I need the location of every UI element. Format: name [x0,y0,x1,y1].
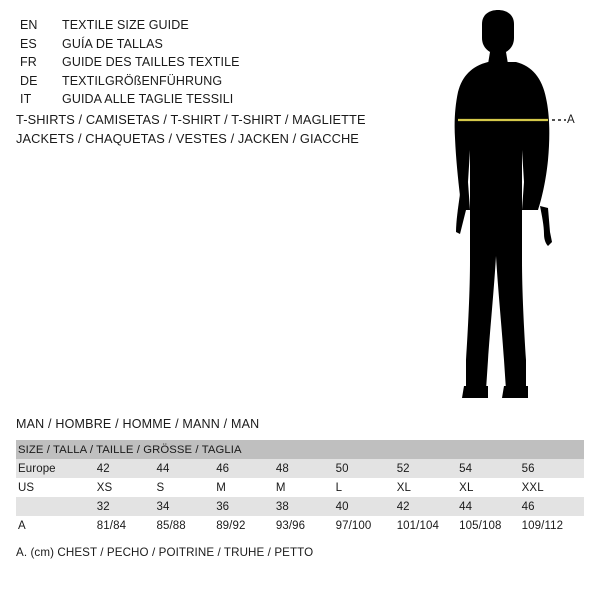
language-row [20,35,380,54]
language-title: GUIDA ALLE TAGLIE TESSILI [62,92,234,106]
cell: 42 [97,459,157,478]
cell: 50 [336,459,397,478]
row-label: US [16,478,97,497]
language-row [20,53,380,72]
category-jackets: JACKETS / CHAQUETAS / VESTES / JACKEN / GIACCHE [16,131,359,146]
cell: 44 [459,497,521,516]
cell: L [336,478,397,497]
cell: 56 [522,459,584,478]
cell: 52 [397,459,459,478]
language-row [20,16,380,35]
cell: 81/84 [97,516,157,535]
cell: 36 [216,497,276,516]
size-table [16,440,584,535]
cell: M [276,478,336,497]
language-list [20,16,380,109]
cell: XL [397,478,459,497]
cell: XXL [522,478,584,497]
measurement-footnote: A. (cm) CHEST / PECHO / POITRINE / TRUHE / PETTO [16,546,314,559]
language-title: TEXTILGRÖßENFÜHRUNG [62,73,223,88]
table-row [16,459,584,478]
language-code: EN [20,18,38,32]
cell: 38 [276,497,336,516]
cell: 105/108 [459,516,521,535]
row-label [16,497,97,516]
language-row [20,90,380,109]
table-row [16,516,584,535]
cell: 46 [522,497,584,516]
language-code: ES [20,36,37,51]
cell: 89/92 [216,516,276,535]
row-label: A [16,516,97,535]
language-title: GUIDE DES TAILLES TEXTILE [62,55,240,69]
category-list [16,110,436,148]
table-header-label: SIZE / TALLA / TAILLE / GRÖSSE / TAGLIA [16,440,584,459]
table-header-row [16,440,584,459]
cell: 44 [156,459,216,478]
cell: 34 [156,497,216,516]
cell: 48 [276,459,336,478]
cell: 93/96 [276,516,336,535]
row-label: Europe [16,459,97,478]
category-tshirts: T-SHIRTS / CAMISETAS / T-SHIRT / T-SHIRT / MAGLIETTE [16,112,366,127]
section-heading: MAN / HOMBRE / HOMME / MANN / MAN [16,417,260,431]
male-silhouette-icon [410,10,600,405]
language-title: TEXTILE SIZE GUIDE [62,18,189,32]
table-row [16,497,584,516]
cell: M [216,478,276,497]
language-title: GUÍA DE TALLAS [62,36,163,51]
table-row [16,478,584,497]
cell: 42 [397,497,459,516]
cell: 32 [97,497,157,516]
cell: 97/100 [336,516,397,535]
language-code: IT [20,92,32,106]
measure-marker-label: A [567,114,575,126]
cell: XL [459,478,521,497]
cell: S [156,478,216,497]
cell: 54 [459,459,521,478]
cell: 40 [336,497,397,516]
language-row [20,72,380,91]
size-table-wrapper [16,440,584,535]
cell: 109/112 [522,516,584,535]
body-figure [410,10,600,405]
cell: 46 [216,459,276,478]
cell: 101/104 [397,516,459,535]
cell: 85/88 [156,516,216,535]
language-code: DE [20,73,38,88]
language-code: FR [20,55,37,69]
cell: XS [97,478,157,497]
